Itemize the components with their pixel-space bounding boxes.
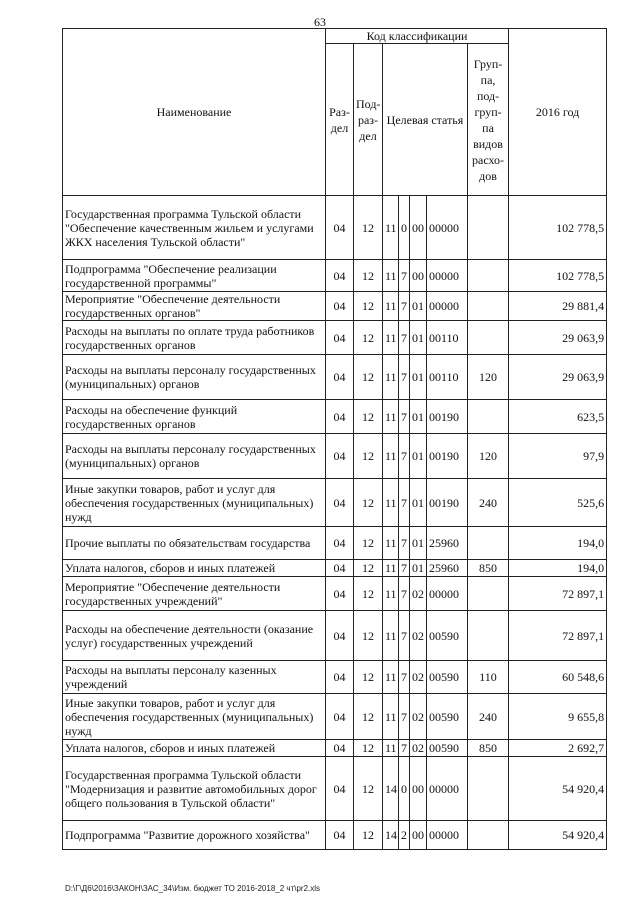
- row-podrazdel: 12: [354, 434, 383, 479]
- table-row: [63, 757, 607, 821]
- row-amount: 72 897,1: [509, 577, 607, 611]
- row-target-part1: 11: [383, 479, 399, 527]
- row-razdel: 04: [326, 527, 354, 560]
- row-podrazdel: 12: [354, 661, 383, 694]
- row-amount: 54 920,4: [509, 757, 607, 821]
- row-target-part2: 7: [399, 292, 410, 321]
- row-target-part3: 02: [410, 577, 427, 611]
- row-target-part1: 14: [383, 821, 399, 850]
- row-target-part4: 00590: [427, 740, 468, 757]
- row-podrazdel: 12: [354, 560, 383, 577]
- header-target: Целевая статья: [383, 44, 468, 196]
- row-group: [468, 321, 509, 355]
- row-name: Государственная программа Тульской области "Обеспечение качественным жильем и услугами ЖКХ населения Тульской области": [63, 196, 326, 260]
- row-target-part4: 25960: [427, 527, 468, 560]
- row-podrazdel: 12: [354, 740, 383, 757]
- row-target-part2: 7: [399, 321, 410, 355]
- row-podrazdel: 12: [354, 757, 383, 821]
- row-amount: 97,9: [509, 434, 607, 479]
- row-target-part3: 00: [410, 821, 427, 850]
- row-razdel: 04: [326, 694, 354, 740]
- row-name: Подпрограмма "Развитие дорожного хозяйства": [63, 821, 326, 850]
- row-target-part2: 0: [399, 196, 410, 260]
- row-target-part4: 00190: [427, 479, 468, 527]
- row-amount: 2 692,7: [509, 740, 607, 757]
- row-group: [468, 527, 509, 560]
- row-name: Государственная программа Тульской области "Модернизация и развитие автомобильных дорог общего пользования в Тульской области": [63, 757, 326, 821]
- header-code-group: Код классификации: [326, 29, 509, 44]
- row-target-part4: 00000: [427, 196, 468, 260]
- row-target-part4: 00590: [427, 611, 468, 661]
- row-target-part4: 00000: [427, 292, 468, 321]
- row-razdel: 04: [326, 560, 354, 577]
- row-amount: 102 778,5: [509, 196, 607, 260]
- row-group: 850: [468, 740, 509, 757]
- row-name: Расходы на обеспечение деятельности (оказание услуг) государственных учреждений: [63, 611, 326, 661]
- row-target-part3: 01: [410, 400, 427, 434]
- row-target-part4: 00590: [427, 661, 468, 694]
- row-group: [468, 577, 509, 611]
- row-razdel: 04: [326, 479, 354, 527]
- row-name: Расходы на выплаты персоналу государственных (муниципальных) органов: [63, 434, 326, 479]
- row-razdel: 04: [326, 611, 354, 661]
- row-target-part3: 00: [410, 260, 427, 292]
- row-razdel: 04: [326, 434, 354, 479]
- row-name: Прочие выплаты по обязательствам государства: [63, 527, 326, 560]
- row-group: [468, 611, 509, 661]
- file-path-footer: D:\Г\Д6\2016\ЗАКОН\ЗАС_34\Изм. бюджет ТО 2016-2018_2 чт\pr2.xls: [65, 884, 321, 893]
- row-name: Расходы на обеспечение функций государственных органов: [63, 400, 326, 434]
- row-target-part4: 00000: [427, 757, 468, 821]
- row-target-part3: 00: [410, 757, 427, 821]
- row-amount: 72 897,1: [509, 611, 607, 661]
- row-name: Мероприятие "Обеспечение деятельности государственных органов": [63, 292, 326, 321]
- row-razdel: 04: [326, 740, 354, 757]
- row-razdel: 04: [326, 821, 354, 850]
- row-podrazdel: 12: [354, 479, 383, 527]
- row-podrazdel: 12: [354, 611, 383, 661]
- row-target-part2: 0: [399, 757, 410, 821]
- row-group: 240: [468, 694, 509, 740]
- table-row: [63, 740, 607, 757]
- row-target-part1: 11: [383, 577, 399, 611]
- row-target-part3: 02: [410, 661, 427, 694]
- row-target-part2: 7: [399, 560, 410, 577]
- row-target-part3: 02: [410, 694, 427, 740]
- row-target-part4: 00190: [427, 434, 468, 479]
- row-target-part4: 00000: [427, 260, 468, 292]
- budget-table: [62, 28, 607, 850]
- row-target-part1: 11: [383, 434, 399, 479]
- row-target-part1: 11: [383, 611, 399, 661]
- row-target-part1: 11: [383, 355, 399, 400]
- table-row: [63, 292, 607, 321]
- table-row: [63, 355, 607, 400]
- row-target-part3: 02: [410, 740, 427, 757]
- row-razdel: 04: [326, 292, 354, 321]
- row-target-part1: 11: [383, 740, 399, 757]
- table-row: [63, 694, 607, 740]
- row-target-part4: 00190: [427, 400, 468, 434]
- row-amount: 29 063,9: [509, 321, 607, 355]
- row-target-part3: 01: [410, 434, 427, 479]
- table-body: [63, 196, 607, 850]
- row-target-part1: 11: [383, 560, 399, 577]
- row-podrazdel: 12: [354, 355, 383, 400]
- page-number: 63: [314, 15, 326, 29]
- row-target-part2: 7: [399, 479, 410, 527]
- row-name: Расходы на выплаты персоналу казенных учреждений: [63, 661, 326, 694]
- row-name: Иные закупки товаров, работ и услуг для обеспечения государственных (муниципальных) нужд: [63, 694, 326, 740]
- row-podrazdel: 12: [354, 196, 383, 260]
- table-row: [63, 611, 607, 661]
- row-razdel: 04: [326, 400, 354, 434]
- row-target-part2: 7: [399, 400, 410, 434]
- table-row: [63, 527, 607, 560]
- row-target-part2: 7: [399, 355, 410, 400]
- row-name: Мероприятие "Обеспечение деятельности государственных учреждений": [63, 577, 326, 611]
- row-group: 120: [468, 355, 509, 400]
- row-target-part1: 11: [383, 260, 399, 292]
- row-name: Расходы на выплаты персоналу государственных (муниципальных) органов: [63, 355, 326, 400]
- row-target-part1: 14: [383, 757, 399, 821]
- row-group: 240: [468, 479, 509, 527]
- row-target-part2: 7: [399, 260, 410, 292]
- row-group: 110: [468, 661, 509, 694]
- row-amount: 54 920,4: [509, 821, 607, 850]
- row-group: [468, 821, 509, 850]
- row-razdel: 04: [326, 757, 354, 821]
- row-group: [468, 757, 509, 821]
- row-name: Расходы на выплаты по оплате труда работников государственных органов: [63, 321, 326, 355]
- row-razdel: 04: [326, 661, 354, 694]
- row-podrazdel: 12: [354, 292, 383, 321]
- row-podrazdel: 12: [354, 321, 383, 355]
- row-amount: 525,6: [509, 479, 607, 527]
- row-name: Уплата налогов, сборов и иных платежей: [63, 560, 326, 577]
- row-target-part4: 00590: [427, 694, 468, 740]
- table-row: [63, 260, 607, 292]
- row-podrazdel: 12: [354, 694, 383, 740]
- row-target-part2: 7: [399, 694, 410, 740]
- table-row: [63, 661, 607, 694]
- row-target-part4: 00000: [427, 577, 468, 611]
- row-target-part3: 01: [410, 560, 427, 577]
- row-target-part1: 11: [383, 196, 399, 260]
- row-target-part4: 00110: [427, 321, 468, 355]
- row-target-part1: 11: [383, 321, 399, 355]
- row-group: 120: [468, 434, 509, 479]
- row-razdel: 04: [326, 196, 354, 260]
- row-target-part4: 00000: [427, 821, 468, 850]
- row-amount: 29 063,9: [509, 355, 607, 400]
- row-podrazdel: 12: [354, 527, 383, 560]
- table-row: [63, 196, 607, 260]
- table-row: [63, 479, 607, 527]
- row-target-part3: 01: [410, 292, 427, 321]
- row-target-part1: 11: [383, 661, 399, 694]
- row-name: Уплата налогов, сборов и иных платежей: [63, 740, 326, 757]
- row-target-part2: 7: [399, 611, 410, 661]
- row-target-part2: 7: [399, 740, 410, 757]
- row-target-part4: 00110: [427, 355, 468, 400]
- row-target-part1: 11: [383, 292, 399, 321]
- row-target-part3: 01: [410, 355, 427, 400]
- row-podrazdel: 12: [354, 400, 383, 434]
- table-row: [63, 577, 607, 611]
- row-target-part3: 01: [410, 527, 427, 560]
- row-target-part2: 7: [399, 527, 410, 560]
- row-target-part1: 11: [383, 527, 399, 560]
- row-target-part2: 7: [399, 577, 410, 611]
- row-group: [468, 260, 509, 292]
- row-group: [468, 400, 509, 434]
- row-podrazdel: 12: [354, 260, 383, 292]
- row-amount: 194,0: [509, 527, 607, 560]
- row-name: Иные закупки товаров, работ и услуг для обеспечения государственных (муниципальных) нужд: [63, 479, 326, 527]
- row-target-part3: 00: [410, 196, 427, 260]
- header-name: Наименование: [63, 29, 326, 196]
- table-row: [63, 400, 607, 434]
- header-year: 2016 год: [509, 29, 607, 196]
- row-razdel: 04: [326, 321, 354, 355]
- table-row: [63, 560, 607, 577]
- row-amount: 60 548,6: [509, 661, 607, 694]
- header-group: Груп- па, под- груп- па видов расхо- дов: [468, 44, 509, 196]
- row-amount: 623,5: [509, 400, 607, 434]
- row-target-part2: 7: [399, 434, 410, 479]
- row-amount: 9 655,8: [509, 694, 607, 740]
- row-target-part2: 7: [399, 661, 410, 694]
- table-row: [63, 821, 607, 850]
- row-target-part4: 25960: [427, 560, 468, 577]
- row-target-part3: 01: [410, 479, 427, 527]
- row-group: [468, 292, 509, 321]
- row-target-part3: 01: [410, 321, 427, 355]
- row-target-part2: 2: [399, 821, 410, 850]
- row-target-part3: 02: [410, 611, 427, 661]
- row-target-part1: 11: [383, 694, 399, 740]
- row-amount: 29 881,4: [509, 292, 607, 321]
- table-row: [63, 434, 607, 479]
- header-podrazdel: Под- раз- дел: [354, 44, 383, 196]
- table-row: [63, 321, 607, 355]
- row-target-part1: 11: [383, 400, 399, 434]
- row-podrazdel: 12: [354, 577, 383, 611]
- row-group: [468, 196, 509, 260]
- row-amount: 102 778,5: [509, 260, 607, 292]
- row-razdel: 04: [326, 355, 354, 400]
- row-podrazdel: 12: [354, 821, 383, 850]
- row-amount: 194,0: [509, 560, 607, 577]
- row-group: 850: [468, 560, 509, 577]
- row-razdel: 04: [326, 260, 354, 292]
- row-razdel: 04: [326, 577, 354, 611]
- header-razdel: Раз- дел: [326, 44, 354, 196]
- row-name: Подпрограмма "Обеспечение реализации государственной программы": [63, 260, 326, 292]
